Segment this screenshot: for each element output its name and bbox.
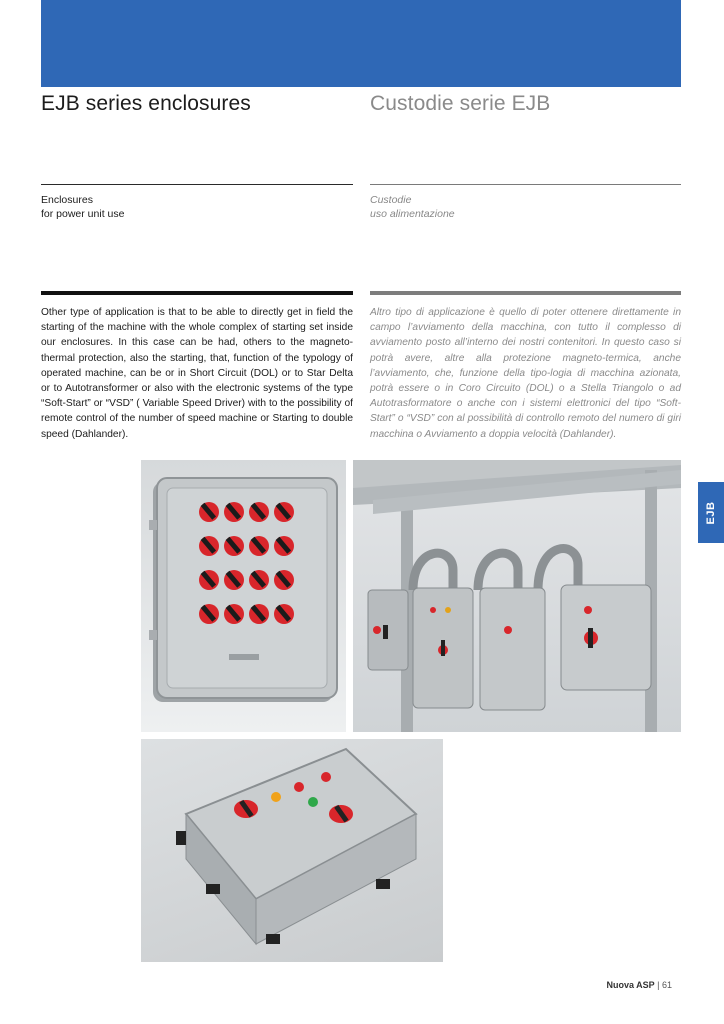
subtitle-it-line1: Custodie xyxy=(370,194,412,206)
photo-enclosures-on-frame xyxy=(353,460,681,732)
subtitle-it-line2: uso alimentazione xyxy=(370,208,455,220)
photo-enclosure-angled xyxy=(141,739,443,962)
body-text-it: Altro tipo di applicazione è quello di poter ottenere direttamente in campo l’avviamento della macchina, con tutto il complesso di avviamento posto all’interno dei nostri contenitori. In questo caso si potrà avere, altre alla protezione magneto-termica, anche l’avviamento, che, funzione della tipo-logia di macchina azionata, potrà essere o in Coro Circuito (DOL) o a Stella Triangolo o ad Autotrasformatore o anche con i sistemi elettronici del tipo “Soft-Start” o “VSD” con al possibilità di controllo remoto del numero di giri macchina o Avviamento a doppia velocità (Dahlander). xyxy=(370,307,681,440)
photo-enclosure-switch-grid xyxy=(141,460,346,732)
divider-en xyxy=(41,184,353,185)
enclosure-switch-grid-illustration xyxy=(141,460,346,732)
subtitle-it xyxy=(370,193,455,221)
header-color-band xyxy=(41,0,681,87)
body-text-en: Other type of application is that to be able to directly get in field the starting of the machine with the whole complex of starting set inside our enclosures. In this case can be had, others to the magneto-thermal protection, also the starting, that, function of the typology of operated machine, can be or in Short Circuit (DOL) or to Star Delta or to Autotransformer or also with the electronic systems of the type “Soft-Start” or “VSD” ( Variable Speed Driver) with to the possibility of remote control of the number of speed machine or Starting to double speed (Dahlander). xyxy=(41,307,353,440)
page-title-it: Custodie serie EJB xyxy=(370,92,551,115)
section-bar-en xyxy=(41,291,353,295)
subtitle-en-line1: Enclosures xyxy=(41,194,93,206)
enclosure-angled-illustration xyxy=(141,739,443,962)
section-side-tab[interactable] xyxy=(698,482,724,543)
enclosures-on-frame-illustration xyxy=(353,460,681,732)
footer-page-number: 61 xyxy=(661,980,672,990)
subtitle-en xyxy=(41,193,124,221)
side-tab-label: EJB xyxy=(705,501,717,524)
subtitle-en-line2: for power unit use xyxy=(41,208,125,220)
divider-it xyxy=(370,184,681,185)
section-bar-it xyxy=(370,291,681,295)
page-footer xyxy=(606,980,672,990)
page-title-en: EJB series enclosures xyxy=(41,92,251,115)
footer-brand: Nuova ASP xyxy=(606,980,655,990)
footer-separator: | xyxy=(654,980,662,990)
